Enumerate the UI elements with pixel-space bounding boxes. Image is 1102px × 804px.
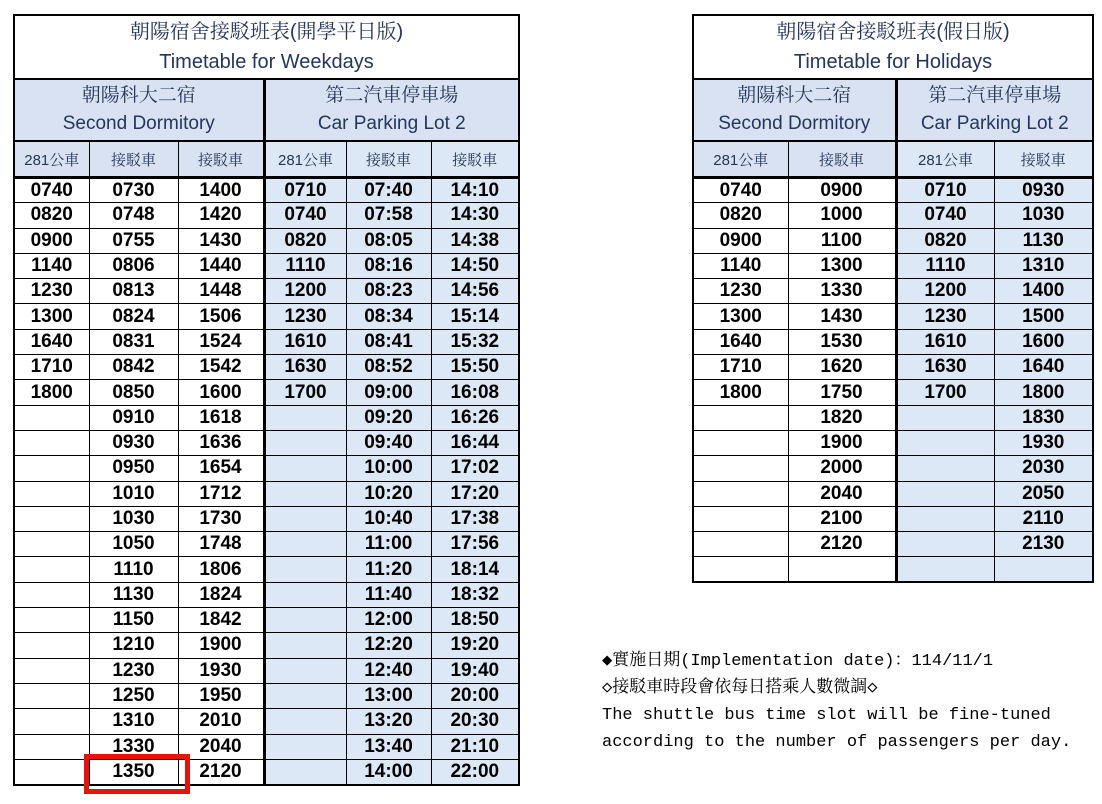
table-row [14,279,519,304]
table-row [14,228,519,253]
table-row [14,304,519,329]
time-cell: 13:40 [346,734,431,759]
time-cell [14,633,89,658]
time-cell [264,506,346,531]
time-cell: 1230 [14,279,89,304]
note-finetune-en-line2: according to the number of passengers per day. [602,733,1072,752]
time-cell: 1310 [89,709,178,734]
time-cell: 08:41 [346,329,431,354]
time-cell [14,582,89,607]
time-cell: 1620 [788,355,896,380]
time-cell: 09:40 [346,430,431,455]
time-cell: 1210 [89,633,178,658]
time-cell [14,734,89,759]
time-cell: 13:20 [346,709,431,734]
note-finetune-zh: ◇接駁車時段會依每日搭乘人數微調◇ [602,679,878,698]
time-cell [14,532,89,557]
time-cell: 12:00 [346,608,431,633]
time-cell: 0850 [89,380,178,405]
time-cell [264,456,346,481]
table-row [14,557,519,582]
table-row [693,557,1093,582]
time-cell [264,608,346,633]
time-cell: 1230 [264,304,346,329]
time-cell: 2040 [178,734,264,759]
time-cell: 07:40 [346,178,431,203]
time-cell: 0900 [14,228,89,253]
group-header-dormitory [693,79,896,141]
time-cell: 0910 [89,405,178,430]
time-cell: 1330 [788,279,896,304]
time-cell: 1200 [896,279,994,304]
time-cell: 08:16 [346,253,431,278]
time-cell: 20:00 [431,683,519,708]
table-row [14,683,519,708]
time-cell: 12:20 [346,633,431,658]
time-cell [896,481,994,506]
time-cell: 1448 [178,279,264,304]
time-cell: 1310 [994,253,1093,278]
time-cell [994,557,1093,582]
time-cell: 18:14 [431,557,519,582]
time-cell: 1430 [178,228,264,253]
table-row [14,253,519,278]
time-cell: 0900 [693,228,788,253]
table-row [693,380,1093,405]
time-cell: 1130 [994,228,1093,253]
time-cell: 2000 [788,456,896,481]
time-cell: 09:00 [346,380,431,405]
time-cell: 1712 [178,481,264,506]
column-header: 281公車 [896,141,994,178]
time-cell: 0740 [264,203,346,228]
time-cell: 14:00 [346,759,431,784]
time-cell: 09:20 [346,405,431,430]
time-cell: 1600 [994,329,1093,354]
time-cell: 0820 [896,228,994,253]
time-cell: 1140 [693,253,788,278]
time-cell [14,658,89,683]
time-cell: 21:10 [431,734,519,759]
time-cell: 1750 [788,380,896,405]
time-cell: 0740 [693,178,788,203]
table-row [14,456,519,481]
group-header-parking [264,79,519,141]
time-cell: 08:05 [346,228,431,253]
time-cell: 11:00 [346,532,431,557]
time-cell: 20:30 [431,709,519,734]
table-title-en: Timetable for Holidays [793,51,993,73]
group-label-en: Car Parking Lot 2 [317,113,466,134]
time-cell: 2050 [994,481,1093,506]
time-cell [264,759,346,784]
time-cell [693,557,788,582]
time-cell: 1200 [264,279,346,304]
time-cell [693,405,788,430]
time-cell: 1654 [178,456,264,481]
time-cell: 0710 [896,178,994,203]
column-header: 281公車 [14,141,89,178]
time-cell: 0900 [788,178,896,203]
column-header: 接駁車 [178,141,264,178]
time-cell: 1610 [264,329,346,354]
table-row [693,279,1093,304]
time-cell: 1230 [896,304,994,329]
time-cell: 1250 [89,683,178,708]
time-cell: 08:23 [346,279,431,304]
time-cell: 1230 [693,279,788,304]
table-title [14,15,519,79]
time-cell [14,430,89,455]
time-cell: 1300 [14,304,89,329]
time-cell [264,658,346,683]
time-cell: 1030 [89,506,178,531]
group-header-row [14,79,519,141]
weekday-title-row [14,15,519,79]
time-cell [264,405,346,430]
time-cell [14,456,89,481]
time-cell: 1100 [788,228,896,253]
table-row [693,456,1093,481]
time-cell: 11:20 [346,557,431,582]
time-cell [264,734,346,759]
time-cell: 0820 [264,228,346,253]
time-cell: 0831 [89,329,178,354]
time-cell: 1110 [264,253,346,278]
table-row [14,178,519,203]
table-row [14,481,519,506]
time-cell [896,557,994,582]
column-header: 接駁車 [431,141,519,178]
time-cell: 1300 [693,304,788,329]
time-cell: 14:10 [431,178,519,203]
time-cell [896,405,994,430]
time-cell [788,557,896,582]
table-row [14,532,519,557]
time-cell: 10:00 [346,456,431,481]
time-cell: 2100 [788,506,896,531]
time-cell [896,430,994,455]
table-row [693,481,1093,506]
time-cell: 14:30 [431,203,519,228]
time-cell: 11:40 [346,582,431,607]
time-cell: 1050 [89,532,178,557]
time-cell: 14:38 [431,228,519,253]
time-cell: 1630 [264,355,346,380]
group-label-zh: 朝陽科大二宿 [81,85,196,106]
time-cell: 1820 [788,405,896,430]
time-cell: 1140 [14,253,89,278]
table-title-en: Timetable for Weekdays [159,51,374,73]
time-cell: 1130 [89,582,178,607]
table-row [14,329,519,354]
table-row [693,329,1093,354]
notes-block [602,648,1071,756]
table-row [14,203,519,228]
holiday-timetable-body [693,178,1093,583]
time-cell: 0813 [89,279,178,304]
time-cell: 1806 [178,557,264,582]
time-cell [264,430,346,455]
time-cell [14,405,89,430]
time-cell [693,532,788,557]
time-cell: 22:00 [431,759,519,784]
time-cell: 16:26 [431,405,519,430]
time-cell: 1506 [178,304,264,329]
time-cell: 1710 [14,355,89,380]
time-cell: 1300 [788,253,896,278]
time-cell [896,506,994,531]
time-cell: 1800 [14,380,89,405]
time-cell: 1524 [178,329,264,354]
time-cell: 1930 [994,430,1093,455]
time-cell: 19:20 [431,633,519,658]
time-cell: 17:02 [431,456,519,481]
time-cell: 1830 [994,405,1093,430]
time-cell: 2010 [178,709,264,734]
table-title-zh: 朝陽宿舍接駁班表(假日版) [776,21,1010,43]
time-cell: 1542 [178,355,264,380]
time-cell: 1430 [788,304,896,329]
table-row [14,608,519,633]
group-label-zh: 第二汽車停車場 [928,85,1062,106]
weekday-timetable-body [14,178,519,785]
time-cell [264,532,346,557]
time-cell [264,557,346,582]
table-title [693,15,1093,79]
table-row [693,203,1093,228]
column-header: 281公車 [264,141,346,178]
time-cell: 08:34 [346,304,431,329]
time-cell: 0930 [994,178,1093,203]
time-cell: 15:50 [431,355,519,380]
time-cell [896,456,994,481]
note-finetune-en-line1: The shuttle bus time slot will be fine-tuned [602,706,1051,725]
time-cell: 1900 [178,633,264,658]
table-row [693,355,1093,380]
time-cell [14,759,89,784]
time-cell: 0842 [89,355,178,380]
time-cell [693,481,788,506]
weekday-timetable [13,14,520,786]
time-cell [693,506,788,531]
time-cell: 2120 [788,532,896,557]
time-cell: 10:40 [346,506,431,531]
time-cell: 1800 [693,380,788,405]
time-cell [896,532,994,557]
time-cell: 0730 [89,178,178,203]
time-cell: 1150 [89,608,178,633]
time-cell: 17:38 [431,506,519,531]
time-cell [14,709,89,734]
time-cell: 1700 [264,380,346,405]
time-cell: 0824 [89,304,178,329]
table-row [693,304,1093,329]
time-cell: 2030 [994,456,1093,481]
time-cell: 1530 [788,329,896,354]
time-cell: 1730 [178,506,264,531]
time-cell: 1930 [178,658,264,683]
column-header: 接駁車 [346,141,431,178]
time-cell [693,430,788,455]
time-cell: 0820 [693,203,788,228]
time-cell [264,633,346,658]
group-label-en: Car Parking Lot 2 [920,113,1069,134]
time-cell: 14:56 [431,279,519,304]
time-cell: 17:56 [431,532,519,557]
time-cell: 1950 [178,683,264,708]
time-cell [693,456,788,481]
highlighted-time-cell: 1350 [89,759,178,784]
time-cell: 0740 [896,203,994,228]
time-cell [14,683,89,708]
table-row [14,355,519,380]
time-cell: 0930 [89,430,178,455]
time-cell: 0820 [14,203,89,228]
table-row [14,709,519,734]
time-cell [264,683,346,708]
time-cell: 1330 [89,734,178,759]
column-header: 接駁車 [89,141,178,178]
column-header-row [14,141,519,178]
holiday-timetable [692,14,1094,583]
time-cell: 16:08 [431,380,519,405]
time-cell: 08:52 [346,355,431,380]
time-cell [14,506,89,531]
time-cell: 12:40 [346,658,431,683]
time-cell: 1842 [178,608,264,633]
time-cell: 1800 [994,380,1093,405]
time-cell: 10:20 [346,481,431,506]
time-cell: 19:40 [431,658,519,683]
time-cell: 0950 [89,456,178,481]
group-label-en: Second Dormitory [718,113,871,134]
column-header: 接駁車 [994,141,1093,178]
group-label-en: Second Dormitory [62,113,215,134]
time-cell: 1230 [89,658,178,683]
table-row [693,532,1093,557]
time-cell: 0748 [89,203,178,228]
time-cell: 18:32 [431,582,519,607]
time-cell [264,709,346,734]
table-row [693,430,1093,455]
time-cell: 0806 [89,253,178,278]
table-title-zh: 朝陽宿舍接駁班表(開學平日版) [129,21,404,43]
time-cell: 1636 [178,430,264,455]
time-cell: 17:20 [431,481,519,506]
time-cell: 1000 [788,203,896,228]
column-header: 281公車 [693,141,788,178]
time-cell [14,557,89,582]
time-cell: 1710 [693,355,788,380]
time-cell: 1030 [994,203,1093,228]
time-cell [14,608,89,633]
time-cell: 1400 [178,178,264,203]
table-row [14,506,519,531]
time-cell: 1010 [89,481,178,506]
time-cell [14,481,89,506]
column-header-row [693,141,1093,178]
time-cell: 0755 [89,228,178,253]
time-cell: 1420 [178,203,264,228]
time-cell: 2130 [994,532,1093,557]
group-header-parking [896,79,1093,141]
time-cell: 1400 [994,279,1093,304]
table-row [693,506,1093,531]
time-cell: 1618 [178,405,264,430]
time-cell: 0710 [264,178,346,203]
table-row [693,253,1093,278]
table-row [693,178,1093,203]
time-cell: 15:32 [431,329,519,354]
time-cell: 1500 [994,304,1093,329]
table-row [693,228,1093,253]
table-row [14,633,519,658]
column-header: 接駁車 [788,141,896,178]
time-cell: 1610 [896,329,994,354]
note-implementation-date: ◆實施日期(Implementation date)：114/11/1 [602,652,994,671]
time-cell: 1640 [693,329,788,354]
time-cell: 15:14 [431,304,519,329]
group-header-row [693,79,1093,141]
time-cell: 1700 [896,380,994,405]
time-cell: 1600 [178,380,264,405]
group-label-zh: 朝陽科大二宿 [737,85,852,106]
time-cell [264,582,346,607]
table-row [14,430,519,455]
time-cell: 14:50 [431,253,519,278]
time-cell: 1110 [89,557,178,582]
time-cell: 1440 [178,253,264,278]
time-cell: 1748 [178,532,264,557]
time-cell: 07:58 [346,203,431,228]
time-cell: 18:50 [431,608,519,633]
table-row [14,658,519,683]
holiday-title-row [693,15,1093,79]
time-cell: 1640 [994,355,1093,380]
time-cell: 2040 [788,481,896,506]
time-cell: 1900 [788,430,896,455]
time-cell: 2110 [994,506,1093,531]
group-label-zh: 第二汽車停車場 [325,85,459,106]
time-cell: 1630 [896,355,994,380]
group-header-dormitory [14,79,264,141]
highlight-box [84,754,190,794]
time-cell [264,481,346,506]
time-cell: 2120 [178,759,264,784]
time-cell: 0740 [14,178,89,203]
time-cell: 1110 [896,253,994,278]
time-cell: 16:44 [431,430,519,455]
table-row [14,380,519,405]
table-row [14,405,519,430]
time-cell: 1824 [178,582,264,607]
table-row [14,582,519,607]
time-cell: 1640 [14,329,89,354]
table-row [693,405,1093,430]
time-cell: 13:00 [346,683,431,708]
